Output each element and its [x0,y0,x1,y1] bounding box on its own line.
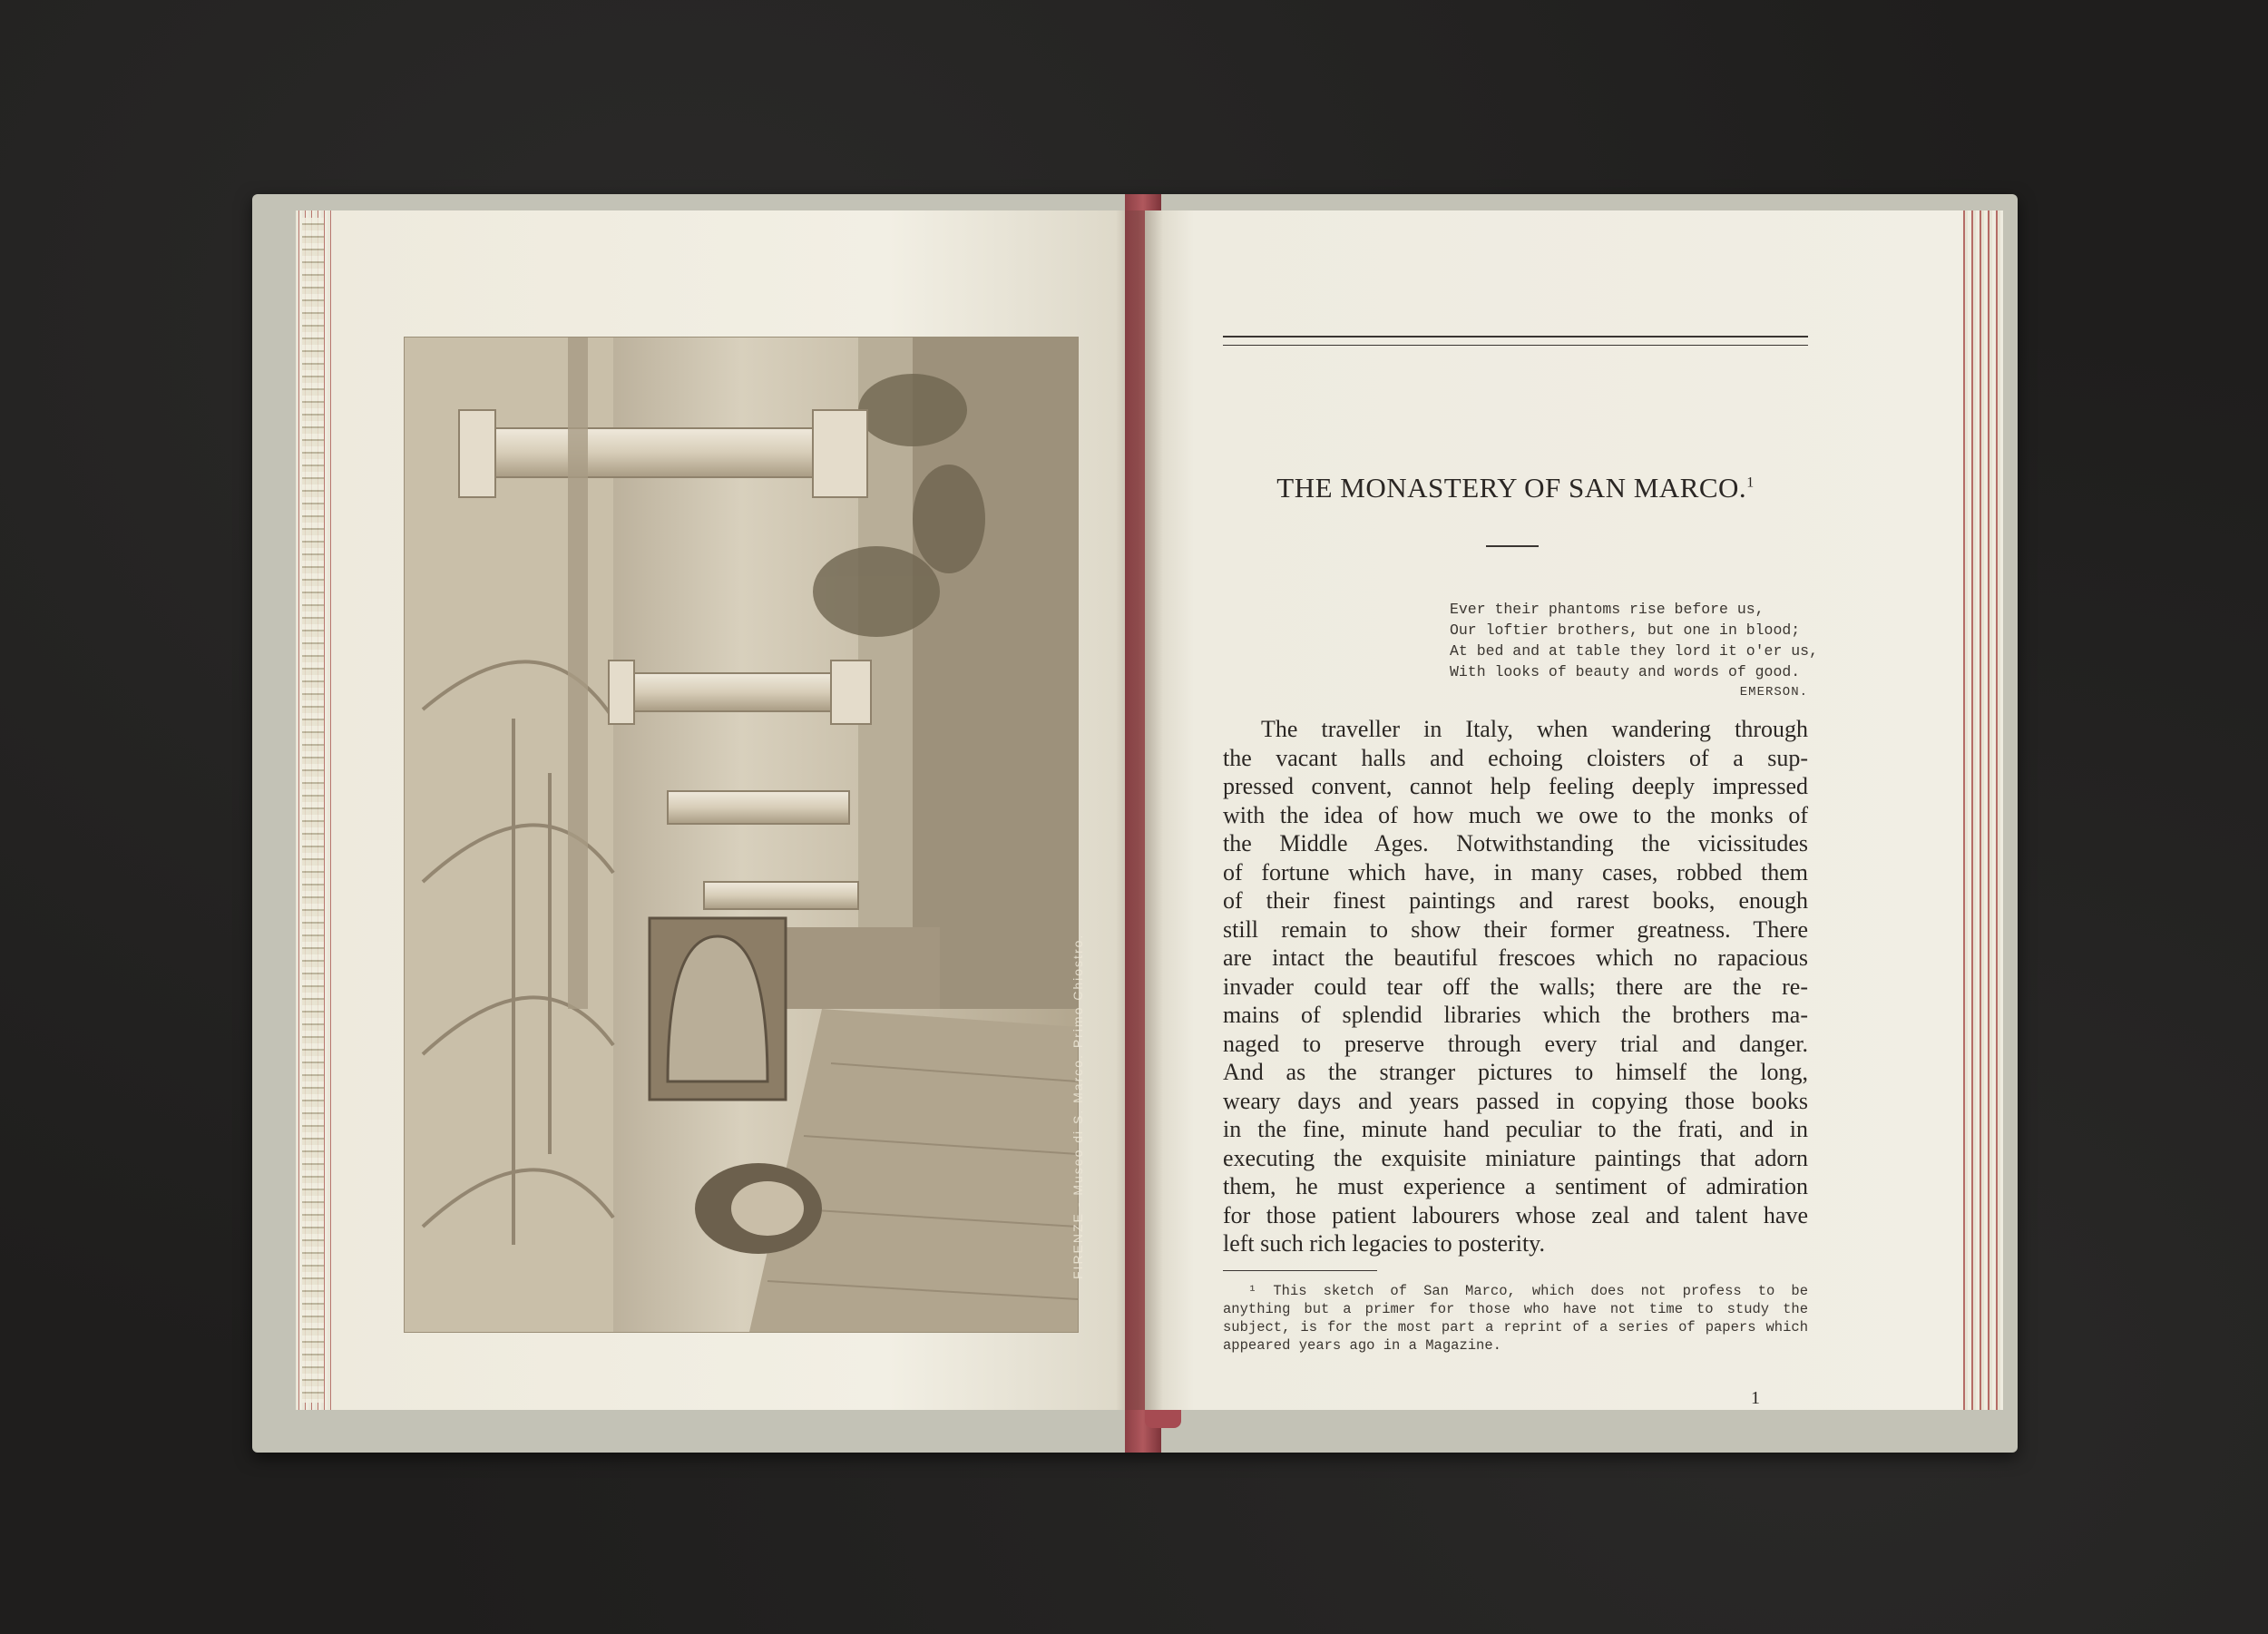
footnote-line: subject, is for the most part a reprint of a series of papers which [1223,1319,1808,1336]
footnote [1223,1282,1808,1355]
body-line: the vacant halls and echoing cloisters of a sup- [1223,744,1808,771]
cloister-photo-image [405,338,1078,1332]
epigraph-line: Our loftier brothers, but one in blood; [1450,621,1801,639]
body-paragraph [1223,715,1808,1258]
chapter-title-text: THE MONASTERY OF SAN MARCO. [1276,472,1747,504]
gutter-shadow [1116,210,1163,1410]
footnote-line: appeared years ago in a Magazine. [1223,1337,1501,1354]
footnote-rule [1223,1270,1377,1271]
body-line: invader could tear off the walls; there are the re- [1223,973,1808,1000]
title-footnote-mark: 1 [1746,475,1755,491]
body-line: naged to preserve through every trial and danger. [1223,1030,1808,1057]
body-line: the Middle Ages. Notwithstanding the vicissitudes [1223,830,1808,856]
body-line: pressed convent, cannot help feeling deeply impressed [1223,773,1808,799]
epigraph-line: With looks of beauty and words of good. [1450,663,1801,680]
right-page-edges [1960,210,2003,1410]
body-line: in the fine, minute hand peculiar to the frati, and in [1223,1116,1808,1142]
header-double-rule [1223,336,1808,346]
body-line: still remain to show their former greatness. There [1223,915,1808,943]
photo-caption: FIRENZE - Museo di S. Marco. Primo Chiostro. [1070,933,1085,1279]
page-number: 1 [1751,1388,1760,1408]
epigraph-author: EMERSON. [1739,685,1808,700]
body-line: executing the exquisite miniature paintings that adorn [1223,1144,1808,1171]
body-line: them, he must experience a sentiment of admiration [1223,1173,1808,1199]
body-line: weary days and years passed in copying those books [1223,1087,1808,1114]
epigraph-line: At bed and at table they lord it o'er us, [1450,642,1818,660]
footnote-line: anything but a primer for those who have not time to study the [1223,1301,1808,1317]
epigraph [1450,599,1818,703]
body-line: mains of splendid libraries which the brothers ma- [1223,1002,1808,1028]
body-line: The traveller in Italy, when wandering through [1261,716,1808,742]
chapter-title [1223,472,1808,504]
title-divider [1486,545,1539,547]
body-line: of fortune which have, in many cases, robbed them [1223,858,1808,885]
footnote-line: ¹ This sketch of San Marco, which does not profess to be [1248,1283,1808,1299]
cloister-photograph [405,338,1078,1332]
body-line: of their finest paintings and rarest books, enough [1223,887,1808,914]
decorative-endpaper-strip [302,218,324,1403]
ribbon-bookmark [1145,1410,1181,1428]
body-line: with the idea of how much we owe to the monks of [1223,801,1808,828]
body-line: left such rich legacies to posterity. [1223,1230,1545,1257]
body-line: for those patient labourers whose zeal and talent have [1223,1201,1808,1228]
body-line: And as the stranger pictures to himself the long, [1223,1059,1808,1085]
epigraph-line: Ever their phantoms rise before us, [1450,601,1765,618]
body-line: are intact the beautiful frescoes which no rapacious [1223,944,1808,971]
